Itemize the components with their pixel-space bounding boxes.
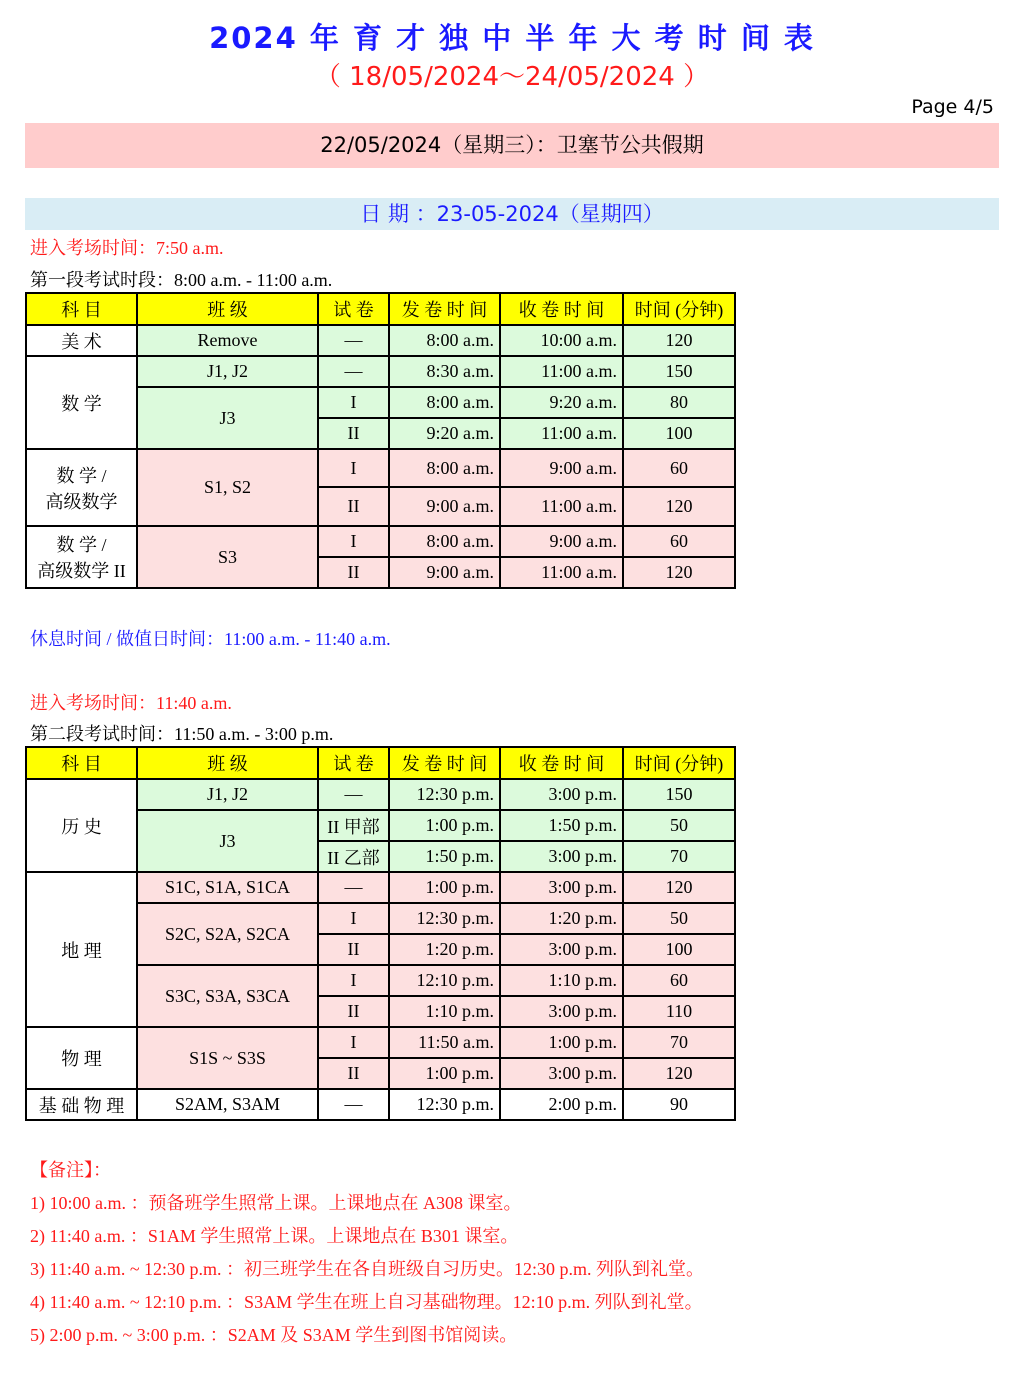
paper-cell: —	[318, 1089, 389, 1120]
start-cell: 12:30 p.m.	[389, 1089, 500, 1120]
end-cell: 10:00 a.m.	[500, 325, 623, 356]
subject-line: 高级数学	[45, 491, 118, 512]
exam-date-banner: 日 期 ：23-05-2024（星期四）	[25, 198, 999, 230]
paper-cell: —	[318, 779, 389, 810]
end-cell: 3:00 p.m.	[500, 779, 623, 810]
col-class: 班 级	[137, 293, 318, 325]
end-cell: 1:20 p.m.	[500, 903, 623, 934]
minutes-cell: 100	[623, 418, 735, 449]
start-cell: 1:00 p.m.	[389, 810, 500, 841]
start-cell: 1:50 p.m.	[389, 841, 500, 872]
col-minutes: 时间 (分钟)	[623, 293, 735, 325]
end-cell: 9:00 a.m.	[500, 526, 623, 557]
note-item: 2) 11:40 a.m. ：S1AM 学生照常上课。上课地点在 B301 课室。	[30, 1226, 519, 1246]
note-item: 5) 2:00 p.m. ~ 3:00 p.m. ：S2AM 及 S3AM 学生到图书馆阅读。	[30, 1325, 518, 1345]
start-cell: 11:50 a.m.	[389, 1027, 500, 1058]
start-cell: 8:00 a.m.	[389, 526, 500, 557]
table-header-row	[26, 293, 735, 325]
subject-cell	[26, 526, 137, 588]
subject-cell: 数 学	[26, 356, 137, 449]
minutes-cell: 120	[623, 1058, 735, 1089]
minutes-cell: 150	[623, 356, 735, 387]
minutes-cell: 80	[623, 387, 735, 418]
end-cell: 11:00 a.m.	[500, 487, 623, 526]
subject-cell: 物 理	[26, 1027, 137, 1089]
end-cell: 11:00 a.m.	[500, 557, 623, 588]
end-cell: 9:00 a.m.	[500, 449, 623, 487]
minutes-cell: 60	[623, 449, 735, 487]
end-cell: 3:00 p.m.	[500, 996, 623, 1027]
paper-cell: I	[318, 965, 389, 996]
page-title: 2024 年 育 才 独 中 半 年 大 考 时 间 表	[209, 21, 815, 55]
minutes-cell: 100	[623, 934, 735, 965]
end-cell: 11:00 a.m.	[500, 356, 623, 387]
break-time: 休息时间 / 做值日时间：11:00 a.m. - 11:40 a.m.	[30, 629, 391, 649]
class-cell: S2AM, S3AM	[137, 1089, 318, 1120]
subject-line: 数 学 /	[56, 535, 107, 555]
class-cell: S3C, S3A, S3CA	[137, 965, 318, 1027]
note-item: 3) 11:40 a.m. ~ 12:30 p.m. ：初三班学生在各自班级自习历史。12:30 p.m. 列队到礼堂。	[30, 1259, 705, 1279]
start-cell: 1:20 p.m.	[389, 934, 500, 965]
end-cell: 11:00 a.m.	[500, 418, 623, 449]
note-item: 4) 11:40 a.m. ~ 12:10 p.m. ：S3AM 学生在班上自习基础物理。12:10 p.m. 列队到礼堂。	[30, 1292, 703, 1312]
minutes-cell: 70	[623, 841, 735, 872]
subject-cell	[26, 449, 137, 526]
end-cell: 1:00 p.m.	[500, 1027, 623, 1058]
table-row	[26, 1089, 735, 1120]
subject-line: 高级数学 II	[37, 561, 126, 581]
col-end: 收 卷 时 间	[500, 293, 623, 325]
col-start: 发 卷 时 间	[389, 293, 500, 325]
subject-cell: 基 础 物 理	[26, 1089, 137, 1120]
start-cell: 9:00 a.m.	[389, 557, 500, 588]
minutes-cell: 90	[623, 1089, 735, 1120]
session2-table	[25, 746, 736, 1121]
start-cell: 8:00 a.m.	[389, 325, 500, 356]
paper-cell: II 甲部	[318, 810, 389, 841]
session1-entry-time: 进入考场时间：7:50 a.m.	[30, 238, 224, 258]
paper-cell: II	[318, 557, 389, 588]
class-cell: S1S ~ S3S	[137, 1027, 318, 1089]
notes-title: 【备注】：	[30, 1160, 111, 1180]
minutes-cell: 110	[623, 996, 735, 1027]
session1-table	[25, 292, 736, 589]
col-subject: 科 目	[26, 293, 137, 325]
session2-entry-time: 进入考场时间：11:40 a.m.	[30, 693, 232, 713]
table-row	[26, 526, 735, 557]
minutes-cell: 60	[623, 965, 735, 996]
end-cell: 2:00 p.m.	[500, 1089, 623, 1120]
end-cell: 3:00 p.m.	[500, 1058, 623, 1089]
class-cell: S3	[137, 526, 318, 588]
col-class: 班 级	[137, 747, 318, 779]
start-cell: 9:00 a.m.	[389, 487, 500, 526]
subject-line: 数 学 /	[56, 465, 107, 486]
col-paper: 试 卷	[318, 747, 389, 779]
start-cell: 8:30 a.m.	[389, 356, 500, 387]
table-row	[26, 779, 735, 810]
class-cell: S1, S2	[137, 449, 318, 526]
table-row	[26, 1027, 735, 1058]
subject-cell: 历 史	[26, 779, 137, 872]
paper-cell: —	[318, 872, 389, 903]
minutes-cell: 120	[623, 325, 735, 356]
class-cell: J3	[137, 387, 318, 449]
end-cell: 3:00 p.m.	[500, 872, 623, 903]
page-number: Page 4/5	[911, 96, 994, 118]
session1-period: 第一段考试时段：8:00 a.m. - 11:00 a.m.	[30, 270, 333, 290]
paper-cell: I	[318, 526, 389, 557]
table-row	[26, 356, 735, 387]
table-row	[26, 325, 735, 356]
end-cell: 1:50 p.m.	[500, 810, 623, 841]
table-row	[26, 449, 735, 487]
minutes-cell: 70	[623, 1027, 735, 1058]
date-range: （ 18/05/2024～24/05/2024 ）	[314, 62, 710, 92]
class-cell: S2C, S2A, S2CA	[137, 903, 318, 965]
col-minutes: 时间 (分钟)	[623, 747, 735, 779]
start-cell: 9:20 a.m.	[389, 418, 500, 449]
start-cell: 12:30 p.m.	[389, 903, 500, 934]
start-cell: 1:00 p.m.	[389, 872, 500, 903]
end-cell: 9:20 a.m.	[500, 387, 623, 418]
paper-cell: II 乙部	[318, 841, 389, 872]
paper-cell: I	[318, 1027, 389, 1058]
paper-cell: II	[318, 934, 389, 965]
col-end: 收 卷 时 间	[500, 747, 623, 779]
paper-cell: —	[318, 325, 389, 356]
class-cell: J3	[137, 810, 318, 872]
holiday-banner: 22/05/2024（星期三）：卫塞节公共假期	[25, 123, 999, 168]
paper-cell: I	[318, 449, 389, 487]
end-cell: 3:00 p.m.	[500, 934, 623, 965]
class-cell: S1C, S1A, S1CA	[137, 872, 318, 903]
subject-cell: 地 理	[26, 872, 137, 1027]
minutes-cell: 120	[623, 487, 735, 526]
start-cell: 8:00 a.m.	[389, 387, 500, 418]
paper-cell: II	[318, 996, 389, 1027]
notes-section	[30, 1158, 704, 1356]
session2-period: 第二段考试时间：11:50 a.m. - 3:00 p.m.	[30, 724, 334, 744]
table-header-row	[26, 747, 735, 779]
class-cell: J1, J2	[137, 356, 318, 387]
end-cell: 3:00 p.m.	[500, 841, 623, 872]
paper-cell: II	[318, 418, 389, 449]
minutes-cell: 120	[623, 557, 735, 588]
note-item: 1) 10:00 a.m. ：预备班学生照常上课。上课地点在 A308 课室。	[30, 1193, 522, 1213]
minutes-cell: 150	[623, 779, 735, 810]
minutes-cell: 60	[623, 526, 735, 557]
minutes-cell: 50	[623, 903, 735, 934]
col-start: 发 卷 时 间	[389, 747, 500, 779]
class-cell: Remove	[137, 325, 318, 356]
paper-cell: II	[318, 487, 389, 526]
start-cell: 1:00 p.m.	[389, 1058, 500, 1089]
col-subject: 科 目	[26, 747, 137, 779]
start-cell: 12:10 p.m.	[389, 965, 500, 996]
start-cell: 12:30 p.m.	[389, 779, 500, 810]
minutes-cell: 50	[623, 810, 735, 841]
start-cell: 8:00 a.m.	[389, 449, 500, 487]
paper-cell: I	[318, 903, 389, 934]
minutes-cell: 120	[623, 872, 735, 903]
paper-cell: II	[318, 1058, 389, 1089]
end-cell: 1:10 p.m.	[500, 965, 623, 996]
paper-cell: —	[318, 356, 389, 387]
start-cell: 1:10 p.m.	[389, 996, 500, 1027]
class-cell: J1, J2	[137, 779, 318, 810]
paper-cell: I	[318, 387, 389, 418]
table-row	[26, 872, 735, 903]
subject-cell: 美 术	[26, 325, 137, 356]
col-paper: 试 卷	[318, 293, 389, 325]
